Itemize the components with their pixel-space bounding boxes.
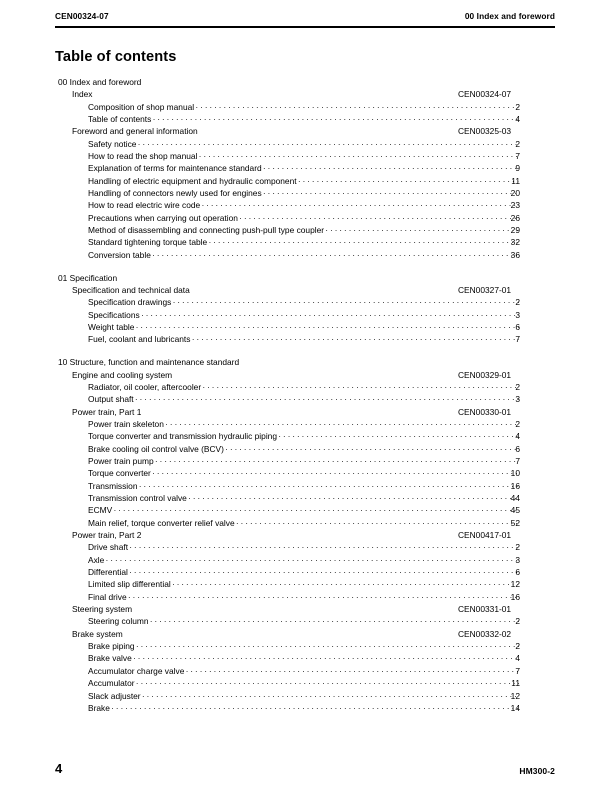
toc-entry-leader-dots	[188, 492, 519, 501]
toc-entry-leader-dots	[263, 187, 519, 196]
toc-entry[interactable]	[0, 113, 612, 125]
toc-entry-page-number: 2	[515, 542, 520, 553]
toc-entry-page-number: 7	[515, 334, 520, 345]
toc-entry-leader-dots	[128, 591, 519, 600]
toc-entry-page-number: 12	[510, 690, 520, 701]
toc-entry-label: How to read electric wire code	[88, 200, 201, 211]
toc-entry-page-number: 2	[515, 297, 520, 308]
toc-entry[interactable]	[0, 690, 612, 702]
toc-entry-leader-dots	[203, 381, 519, 390]
toc-entry-page-number: 2	[515, 381, 520, 392]
toc-entry[interactable]	[0, 393, 612, 405]
toc-entry-label: Fuel, coolant and lubricants	[88, 334, 191, 345]
toc-entry[interactable]	[0, 430, 612, 442]
toc-entry-leader-dots	[106, 554, 519, 563]
toc-entry-leader-dots	[172, 578, 519, 587]
toc-entry-leader-dots	[129, 566, 519, 575]
toc-entry[interactable]	[0, 212, 612, 224]
toc-section-name: Foreword and general information	[72, 126, 198, 137]
toc-entry-leader-dots	[298, 175, 519, 184]
toc-entry[interactable]	[0, 224, 612, 236]
toc-entry-page-number: 45	[510, 505, 520, 516]
footer-page-number: 4	[55, 761, 63, 776]
toc-group-title: 10 Structure, function and maintenance standard	[58, 357, 240, 368]
toc-entry-page-number: 7	[515, 455, 520, 466]
header-divider-rule	[55, 26, 555, 28]
toc-entry[interactable]	[0, 652, 612, 664]
toc-entry-leader-dots	[326, 224, 519, 233]
toc-entry-page-number: 2	[515, 418, 520, 429]
toc-section-code: CEN00327-01	[458, 285, 512, 295]
toc-entry-label: Brake cooling oil control valve (BCV)	[88, 443, 224, 454]
toc-entry-leader-dots	[173, 296, 519, 305]
toc-entry-leader-dots	[236, 517, 519, 526]
toc-entry-page-number: 3	[515, 309, 520, 320]
toc-entry-leader-dots	[209, 236, 519, 245]
toc-group-title: 00 Index and foreword	[58, 77, 142, 87]
toc-entry-label: Standard tightening torque table	[88, 237, 208, 248]
toc-entry-label: Differential	[88, 567, 128, 578]
toc-entry[interactable]	[0, 309, 612, 321]
toc-entry-label: Brake	[88, 702, 110, 713]
toc-entry-page-number: 16	[510, 480, 520, 491]
toc-entry-leader-dots	[279, 430, 519, 439]
toc-entry[interactable]	[0, 150, 612, 162]
toc-entry-leader-dots	[114, 504, 519, 513]
toc-entry-label: Specifications	[88, 309, 140, 320]
toc-section-header[interactable]	[0, 369, 612, 381]
toc-entry[interactable]	[0, 138, 612, 150]
toc-entry-label: How to read the shop manual	[88, 151, 198, 162]
toc-section-header[interactable]	[0, 125, 612, 137]
toc-entry-leader-dots	[225, 443, 519, 452]
toc-section-code: CEN00329-01	[458, 369, 512, 380]
toc-entry-label: Accumulator charge valve	[88, 665, 185, 676]
toc-entry-page-number: 11	[511, 175, 520, 186]
toc-entry-leader-dots	[153, 113, 519, 122]
toc-entry[interactable]	[0, 467, 612, 479]
toc-entry-label: Specification drawings	[88, 297, 172, 308]
toc-section-header[interactable]	[0, 628, 612, 640]
toc-section	[0, 88, 612, 125]
toc-entry[interactable]	[0, 321, 612, 333]
toc-entry-leader-dots	[263, 162, 519, 171]
toc-entry-page-number: 4	[515, 653, 520, 664]
toc-entry[interactable]	[0, 443, 612, 455]
toc-entry-label: Accumulator	[88, 678, 135, 689]
toc-entry-page-number: 52	[510, 517, 520, 528]
toc-entry-page-number: 23	[510, 200, 520, 211]
toc-entry-leader-dots	[133, 652, 519, 661]
toc-section-header[interactable]	[0, 284, 612, 296]
toc-entry-leader-dots	[136, 640, 519, 649]
toc-entry-label: ECMV	[88, 505, 113, 516]
toc-section-name: Specification and technical data	[72, 285, 190, 295]
toc-entry-page-number: 6	[515, 567, 520, 578]
toc-entry-label: Method of disassembling and connecting push-pull type coupler	[88, 225, 325, 236]
toc-section-header[interactable]	[0, 529, 612, 541]
toc-entry-page-number: 3	[515, 394, 520, 405]
toc-section-code: CEN00330-01	[458, 406, 512, 417]
toc-entry-leader-dots	[130, 541, 519, 550]
header-document-code: CEN00324-07	[55, 11, 109, 21]
toc-entry[interactable]	[0, 455, 612, 467]
toc-section	[0, 529, 612, 603]
toc-entry-page-number: 9	[515, 163, 520, 174]
toc-entry-leader-dots	[155, 455, 519, 464]
toc-section-name: Power train, Part 1	[72, 406, 142, 417]
toc-entry-label: Torque converter and transmission hydraulic piping	[88, 431, 278, 442]
toc-entry-leader-dots	[136, 321, 519, 330]
toc-entry[interactable]	[0, 578, 612, 590]
toc-entry[interactable]	[0, 175, 612, 187]
toc-entry[interactable]	[0, 640, 612, 652]
toc-entry-leader-dots	[202, 199, 519, 208]
toc-entry-label: Brake valve	[88, 653, 132, 664]
toc-entry[interactable]	[0, 591, 612, 603]
toc-entry-page-number: 2	[515, 101, 520, 112]
toc-entry[interactable]	[0, 541, 612, 553]
toc-section-name: Brake system	[72, 628, 123, 639]
toc-entry-label: Handling of connectors newly used for engines	[88, 188, 262, 199]
toc-entry-page-number: 16	[510, 591, 520, 602]
toc-entry-leader-dots	[135, 393, 519, 402]
toc-entry-page-number: 36	[510, 249, 520, 260]
toc-entry-page-number: 29	[510, 225, 520, 236]
toc-entry-page-number: 3	[515, 554, 520, 565]
toc-entry-page-number: 4	[515, 114, 520, 125]
toc-entry-leader-dots	[111, 702, 519, 711]
toc-section-code: CEN00331-01	[458, 604, 512, 615]
toc-group	[0, 272, 612, 346]
toc-section	[0, 628, 612, 714]
toc-entry[interactable]	[0, 677, 612, 689]
toc-entry-label: Brake piping	[88, 641, 135, 652]
toc-section-header[interactable]	[0, 603, 612, 615]
toc-entry-leader-dots	[196, 101, 519, 110]
toc-entry-page-number: 6	[515, 322, 520, 333]
toc-entry[interactable]	[0, 199, 612, 211]
toc-entry-page-number: 7	[515, 665, 520, 676]
toc-section	[0, 603, 612, 628]
toc-entry[interactable]	[0, 554, 612, 566]
toc-entry[interactable]	[0, 665, 612, 677]
toc-entry[interactable]	[0, 492, 612, 504]
toc-group-title: 01 Specification	[58, 272, 118, 283]
toc-entry-label: Composition of shop manual	[88, 101, 195, 112]
toc-section	[0, 284, 612, 346]
toc-entry-page-number: 2	[515, 138, 520, 149]
toc-entry-page-number: 14	[510, 702, 520, 713]
toc-entry[interactable]	[0, 236, 612, 248]
toc-entry-label: Safety notice	[88, 138, 137, 149]
toc-section-header[interactable]	[0, 406, 612, 418]
toc-entry-page-number: 12	[510, 579, 520, 590]
toc-entry[interactable]	[0, 702, 612, 714]
toc-entry-page-number: 20	[510, 188, 520, 199]
toc-entry-label: Table of contents	[88, 114, 152, 125]
toc-entry-label: Power train pump	[88, 455, 154, 466]
toc-entry-page-number: 2	[515, 616, 520, 627]
toc-entry[interactable]	[0, 418, 612, 430]
toc-entry[interactable]	[0, 615, 612, 627]
toc-section	[0, 369, 612, 406]
toc-entry[interactable]	[0, 162, 612, 174]
toc-entry[interactable]	[0, 101, 612, 113]
toc-entry-leader-dots	[139, 480, 519, 489]
toc-entry-leader-dots	[138, 138, 519, 147]
toc-entry-label: Torque converter	[88, 468, 151, 479]
toc-entry[interactable]	[0, 566, 612, 578]
toc-entry-label: Transmission control valve	[88, 493, 187, 503]
toc-entry-leader-dots	[150, 615, 519, 624]
toc-entry[interactable]	[0, 517, 612, 529]
toc-entry-label: Final drive	[88, 591, 127, 602]
toc-entry-label: Slack adjuster	[88, 690, 141, 701]
toc-entry-label: Drive shaft	[88, 542, 129, 553]
toc-section-name: Power train, Part 2	[72, 530, 142, 541]
toc-section	[0, 406, 612, 529]
toc-entry-label: Radiator, oil cooler, aftercooler	[88, 381, 202, 392]
toc-section-name: Index	[72, 89, 93, 100]
toc-entry[interactable]	[0, 187, 612, 199]
toc-entry-leader-dots	[136, 677, 519, 686]
toc-entry-page-number: 11	[511, 678, 520, 689]
toc-section-name: Engine and cooling system	[72, 369, 173, 380]
toc-group	[0, 356, 612, 714]
table-of-contents	[0, 76, 612, 714]
toc-entry-leader-dots	[141, 309, 519, 318]
toc-entry[interactable]	[0, 296, 612, 308]
toc-section-header[interactable]	[0, 88, 612, 100]
toc-entry-leader-dots	[152, 249, 519, 258]
toc-entry[interactable]	[0, 333, 612, 345]
toc-entry-page-number: 6	[515, 443, 520, 454]
toc-entry-leader-dots	[186, 665, 519, 674]
toc-entry-label: Limited slip differential	[88, 579, 171, 590]
toc-entry-label: Output shaft	[88, 394, 134, 405]
toc-entry-page-number: 10	[510, 468, 520, 479]
toc-entry-label: Steering column	[88, 616, 149, 627]
toc-entry-leader-dots	[192, 333, 519, 342]
toc-entry-leader-dots	[165, 418, 519, 427]
toc-entry-page-number: 26	[510, 212, 520, 223]
toc-section-code: CEN00325-03	[458, 126, 512, 137]
toc-entry-page-number: 7	[515, 151, 520, 162]
toc-entry-label: Precautions when carrying out operation	[88, 212, 238, 223]
toc-entry[interactable]	[0, 381, 612, 393]
toc-entry-leader-dots	[152, 467, 519, 476]
toc-section-code: CEN00324-07	[458, 89, 512, 100]
toc-entry[interactable]	[0, 504, 612, 516]
toc-entry-label: Transmission	[88, 480, 138, 491]
toc-entry-label: Axle	[88, 554, 105, 565]
toc-entry-page-number: 2	[515, 641, 520, 652]
toc-entry-page-number: 32	[510, 237, 520, 248]
toc-entry[interactable]	[0, 249, 612, 261]
toc-section	[0, 125, 612, 261]
toc-entry-page-number: 4	[515, 431, 520, 442]
toc-section-code: CEN00332-02	[458, 628, 512, 639]
toc-entry-label: Weight table	[88, 322, 135, 333]
toc-entry-label: Handling of electric equipment and hydraulic component	[88, 175, 297, 186]
header-chapter-label: 00 Index and foreword	[464, 11, 555, 21]
toc-entry-leader-dots	[142, 690, 519, 699]
toc-section-code: CEN00417-01	[458, 530, 512, 541]
toc-entry-label: Explanation of terms for maintenance standard	[88, 163, 262, 174]
toc-entry-label: Conversion table	[88, 249, 151, 260]
toc-group	[0, 76, 612, 261]
toc-entry-label: Main relief, torque converter relief valve	[88, 517, 235, 528]
toc-entry-leader-dots	[199, 150, 519, 159]
toc-entry-page-number: 44	[510, 493, 520, 503]
footer-model-name: HM300-2	[519, 766, 555, 776]
toc-entry[interactable]	[0, 480, 612, 492]
toc-entry-leader-dots	[239, 212, 519, 221]
page-title: Table of contents	[55, 49, 177, 65]
running-header	[55, 11, 555, 21]
toc-section-name: Steering system	[72, 604, 133, 615]
toc-entry-label: Power train skeleton	[88, 418, 164, 429]
